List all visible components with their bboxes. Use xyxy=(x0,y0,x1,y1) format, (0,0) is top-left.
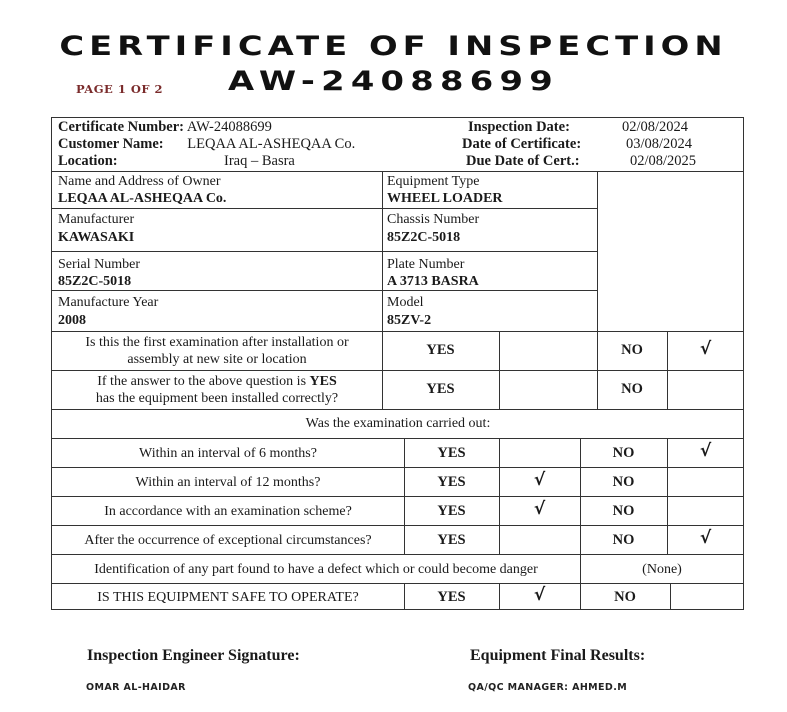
divider xyxy=(51,438,744,439)
owner-value: LEQAA AL-ASHEQAA Co. xyxy=(58,191,227,206)
q1-no: NO xyxy=(621,342,643,358)
inspection-date-value: 02/08/2024 xyxy=(622,119,689,135)
cert-number-row xyxy=(58,119,272,136)
chassis-label: Chassis Number xyxy=(387,212,480,227)
interval-no-checkbox[interactable]: √ xyxy=(699,441,712,461)
defect-question: Identification of any part found to have a defect which or could become danger xyxy=(94,562,538,577)
section-heading: Was the examination carried out: xyxy=(305,416,491,431)
safe-question: IS THIS EQUIPMENT SAFE TO OPERATE? xyxy=(97,590,359,605)
owner-label: Name and Address of Owner xyxy=(58,174,221,189)
equipment-type-label: Equipment Type xyxy=(387,174,480,189)
q1-no-checkbox[interactable]: √ xyxy=(699,339,712,359)
divider xyxy=(670,583,671,610)
divider xyxy=(597,171,598,331)
plate-value: A 3713 BASRA xyxy=(387,274,479,289)
certificate-title: CERTIFICATE OF INSPECTION xyxy=(59,31,728,62)
customer-row xyxy=(58,136,355,153)
manufacturer-value: KAWASAKI xyxy=(58,230,135,245)
divider xyxy=(499,331,500,409)
interval-yes: YES xyxy=(437,532,466,548)
interval-yes: YES xyxy=(437,503,466,519)
location-value: Iraq – Basra xyxy=(224,153,295,169)
location-label: Location: xyxy=(58,153,118,169)
page-indicator: PAGE 1 OF 2 xyxy=(76,82,164,96)
year-value: 2008 xyxy=(58,313,86,328)
divider xyxy=(51,290,598,291)
divider xyxy=(51,208,598,209)
divider xyxy=(51,370,744,371)
interval-no-checkbox[interactable]: √ xyxy=(699,528,712,548)
customer-value: LEQAA AL-ASHEQAA Co. xyxy=(187,136,356,152)
inspection-date-label: Inspection Date: xyxy=(468,119,570,135)
due-date-label: Due Date of Cert.: xyxy=(466,153,580,169)
manager-name: QA/QC MANAGER: AHMED.M xyxy=(468,682,628,693)
interval-no: NO xyxy=(612,532,635,548)
interval-question: Within an interval of 6 months? xyxy=(139,446,317,461)
divider xyxy=(51,331,744,332)
manufacturer-label: Manufacturer xyxy=(58,212,135,227)
interval-yes-checkbox[interactable]: √ xyxy=(533,470,546,490)
final-results-label: Equipment Final Results: xyxy=(470,647,646,664)
engineer-name: OMAR AL-HAIDAR xyxy=(86,682,186,693)
year-label: Manufacture Year xyxy=(58,295,159,310)
equipment-type-value: WHEEL LOADER xyxy=(387,191,503,206)
interval-yes: YES xyxy=(437,445,466,461)
q2-yes: YES xyxy=(426,381,455,397)
q2-no: NO xyxy=(621,381,643,397)
location-row xyxy=(58,153,118,170)
q1-yes: YES xyxy=(426,342,455,358)
interval-yes-checkbox[interactable]: √ xyxy=(533,499,546,519)
interval-question: In accordance with an examination scheme? xyxy=(104,504,352,519)
interval-yes: YES xyxy=(437,474,466,490)
customer-label: Customer Name: xyxy=(58,136,164,152)
divider xyxy=(51,467,744,468)
model-value: 85ZV-2 xyxy=(387,313,432,328)
engineer-signature-label: Inspection Engineer Signature: xyxy=(87,647,300,664)
cert-number-label: Certificate Number: xyxy=(58,119,185,135)
certificate-number-title: AW-24088699 xyxy=(228,66,559,97)
plate-label: Plate Number xyxy=(387,257,465,272)
safe-no: NO xyxy=(614,589,636,605)
date-cert-value: 03/08/2024 xyxy=(626,136,693,152)
divider xyxy=(51,554,744,555)
q1-question: Is this the first examination after installation or assembly at new site or location xyxy=(85,335,349,367)
cert-number-value: AW-24088699 xyxy=(186,119,272,135)
interval-no: NO xyxy=(612,503,635,519)
interval-no: NO xyxy=(612,474,635,490)
serial-value: 85Z2C-5018 xyxy=(58,274,132,289)
interval-question: After the occurrence of exceptional circumstances? xyxy=(84,533,372,548)
divider xyxy=(51,496,744,497)
due-date-value: 02/08/2025 xyxy=(630,153,697,169)
divider xyxy=(382,171,383,331)
serial-label: Serial Number xyxy=(58,257,141,272)
safe-yes-checkbox[interactable]: √ xyxy=(533,585,546,605)
safe-yes: YES xyxy=(437,589,466,605)
q2-question: If the answer to the above question is YES has the equipment been installed correctly? xyxy=(95,374,339,406)
chassis-value: 85Z2C-5018 xyxy=(387,230,461,245)
divider xyxy=(51,251,598,252)
defect-answer: (None) xyxy=(642,562,682,577)
interval-no: NO xyxy=(612,445,635,461)
divider xyxy=(51,525,744,526)
date-cert-label: Date of Certificate: xyxy=(462,136,582,152)
divider xyxy=(51,409,744,410)
divider xyxy=(51,171,744,172)
interval-question: Within an interval of 12 months? xyxy=(135,475,321,490)
divider xyxy=(51,583,744,584)
model-label: Model xyxy=(387,295,424,310)
divider xyxy=(499,438,500,554)
